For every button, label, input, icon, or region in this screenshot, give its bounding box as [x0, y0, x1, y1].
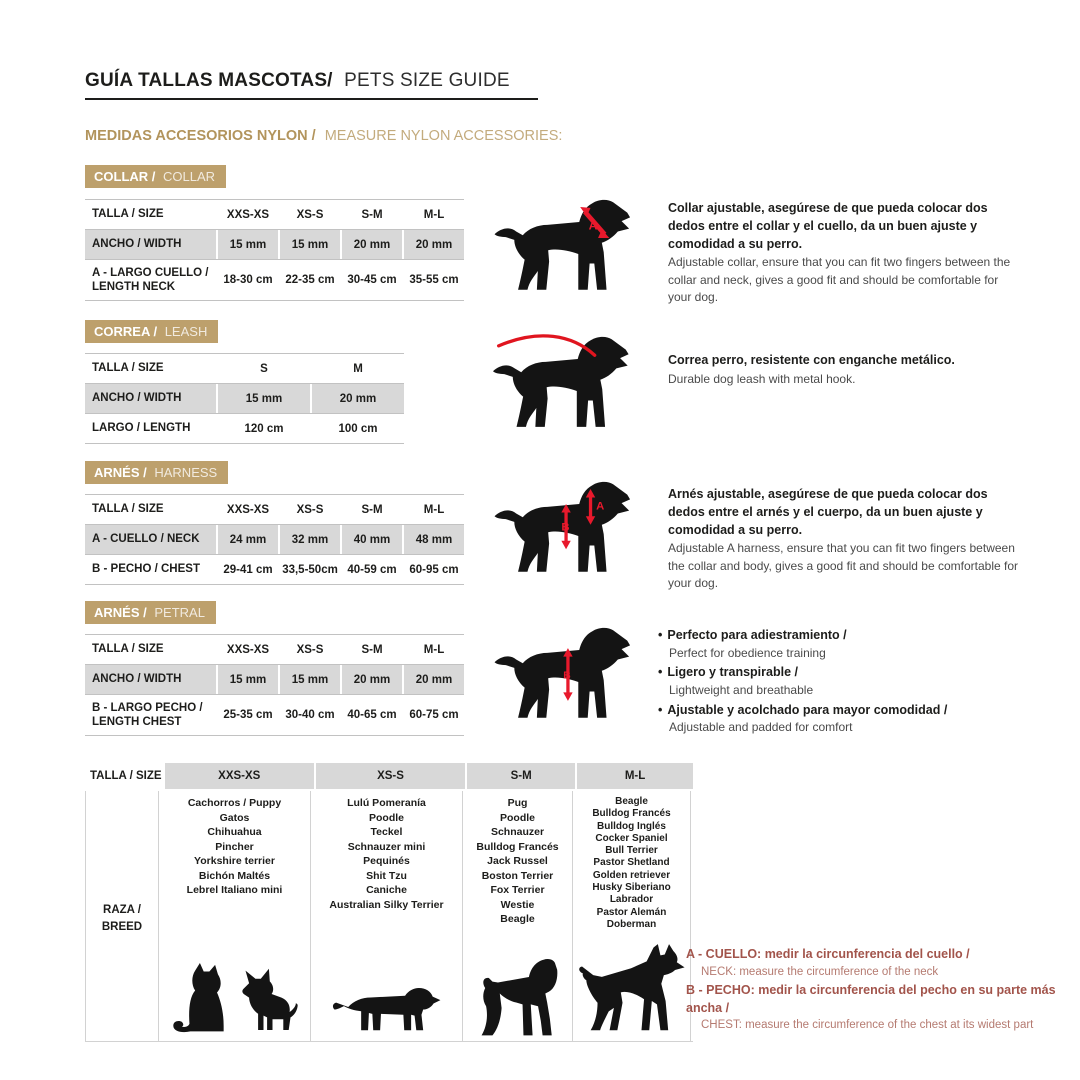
value-cell: 18-30 cm: [223, 274, 273, 286]
value-cell: 40 mm: [342, 525, 402, 554]
table-row: [85, 384, 404, 414]
breed-item: Bulldog Francés: [476, 840, 559, 853]
value-cell: 35-55 cm: [409, 274, 459, 286]
silhouettes-xxs-xs: [169, 963, 301, 1041]
silhouettes-s-m: [472, 957, 564, 1041]
table-row: [85, 695, 464, 736]
dachshund-icon: [331, 987, 443, 1039]
header-cell: XS-S: [296, 643, 324, 656]
header-cell: TALLA / SIZE: [92, 208, 164, 221]
collar-desc-es: Collar ajustable, asegúrese de que pueda colocar dos dedos entre el collar y el cuello, da un buen ajuste y comodidad a su perro.: [668, 201, 988, 251]
page-subtitle: [85, 128, 562, 144]
value-cell: 25-35 cm: [223, 709, 273, 721]
feature-item: [658, 702, 1028, 736]
row-label: B - PECHO / CHEST: [92, 563, 200, 576]
feature-es: • Ajustable y acolchado para mayor comodidad /: [658, 702, 948, 717]
page-title: [85, 70, 538, 100]
table-row: [85, 414, 404, 444]
breed-column-xxs-xs: [159, 791, 311, 1041]
value-cell: 15 mm: [280, 230, 340, 259]
breed-column-m-l: [573, 791, 691, 1041]
breed-item: Pastor Shetland: [593, 857, 670, 869]
value-cell: 60-95 cm: [409, 563, 459, 576]
breed-table-header: [85, 763, 693, 789]
note-b-es: B - PECHO: medir la circunferencia del pecho en su parte más ancha /: [686, 983, 1056, 1015]
header-cell: XS-S: [296, 208, 324, 221]
header-cell: M-L: [577, 763, 693, 789]
breed-item: Beagle: [615, 796, 648, 807]
value-cell: 29-41 cm: [223, 563, 273, 576]
value-cell: 20 mm: [404, 230, 464, 259]
value-cell: 100 cm: [338, 422, 378, 435]
harness-desc-es: Arnés ajustable, asegúrese de que pueda colocar dos dedos entre el arnés y el cuerpo, da un buen ajuste y comodidad a su perro.: [668, 487, 988, 537]
table-header-row: [85, 494, 464, 525]
harness-desc-en: Adjustable A harness, ensure that you can fit two fingers between the collar and body, gives a good fit and should be comfortable for your dog.: [668, 541, 1018, 591]
petral-features-list: [658, 627, 1028, 739]
row-label: A - CUELLO / NECK: [85, 525, 216, 554]
breed-item: Beagle: [500, 913, 535, 925]
breed-item: Yorkshire terrier: [194, 855, 275, 867]
value-cell: 30-45 cm: [347, 274, 397, 286]
badge-collar-es: COLLAR /: [94, 169, 156, 184]
dog-with-leash-icon: [483, 327, 648, 440]
breed-item: Schnauzer: [490, 826, 545, 838]
badge-collar-en: COLLAR: [163, 169, 216, 184]
chihuahua-icon: [235, 967, 301, 1039]
breed-item: Pastor Alemán: [596, 906, 667, 918]
table-header-row: [85, 353, 404, 384]
svg-text:B: B: [563, 670, 571, 682]
collar-description: [668, 200, 1020, 306]
header-cell: XS-S: [296, 503, 324, 516]
header-cell: S-M: [361, 643, 383, 656]
dog-with-petral-icon: [487, 618, 647, 731]
feature-en: Lightweight and breathable: [669, 682, 814, 697]
measuring-notes: [686, 946, 1078, 1036]
badge-petral-en: PETRAL: [154, 605, 205, 620]
row-label: ANCHO / WIDTH: [85, 230, 216, 259]
badge-leash-es: CORREA /: [94, 324, 158, 339]
breed-item: Bulldog Francés: [592, 808, 671, 820]
breed-item: Teckel: [370, 826, 403, 838]
table-header-row: [85, 199, 464, 230]
value-cell: 20 mm: [312, 384, 404, 413]
header-cell: S-M: [467, 763, 575, 789]
svg-text:A: A: [596, 500, 605, 513]
breed-item: Lebrel Italiano mini: [186, 884, 283, 896]
header-cell: M-L: [423, 503, 445, 516]
header-cell: XXS-XS: [165, 763, 314, 789]
leash-size-table: [85, 353, 404, 444]
header-cell: M-L: [423, 643, 445, 656]
value-cell: 40-59 cm: [347, 563, 397, 576]
header-cell: M: [353, 362, 363, 375]
table-row: [85, 525, 464, 555]
breed-item: Pincher: [215, 840, 254, 853]
breed-item: Fox Terrier: [490, 884, 545, 896]
breed-item: Husky Siberiano: [592, 882, 671, 894]
table-row: [85, 555, 464, 585]
leash-desc-es: Correa perro, resistente con enganche metálico.: [668, 353, 955, 367]
breed-row-label-cell: [85, 791, 159, 1041]
page-subtitle-es: MEDIDAS ACCESORIOS NYLON /: [85, 128, 316, 144]
value-cell: 32 mm: [280, 525, 340, 554]
header-cell: TALLA / SIZE: [92, 503, 164, 516]
value-cell: 20 mm: [404, 665, 464, 694]
doberman-icon: [576, 944, 688, 1039]
breed-item: Schnauzer mini: [347, 840, 426, 853]
harness-size-table: [85, 494, 464, 585]
leash-desc-en: Durable dog leash with metal hook.: [668, 371, 856, 386]
dog-with-collar-icon: [487, 190, 647, 303]
value-cell: 24 mm: [218, 525, 278, 554]
row-label: ANCHO / WIDTH: [85, 665, 216, 694]
breed-item: Jack Russel: [487, 855, 548, 867]
svg-text:B: B: [561, 521, 570, 534]
breed-item: Bulldog Inglés: [597, 820, 666, 832]
page-title-en: PETS SIZE GUIDE: [344, 70, 510, 91]
breed-table-body: [85, 791, 693, 1042]
row-label: B - LARGO PECHO / LENGTH CHEST: [92, 701, 203, 728]
schnauzer-icon: [472, 957, 564, 1039]
value-cell: 15 mm: [280, 665, 340, 694]
breed-item: Westie: [500, 898, 535, 911]
badge-harness-es: ARNÉS /: [94, 465, 147, 480]
breed-item: Poodle: [499, 811, 535, 824]
note-a-en: NECK: measure the circumference of the neck: [701, 965, 939, 978]
badge-petral-es: ARNÉS /: [94, 605, 147, 620]
breed-item: Labrador: [609, 894, 654, 906]
silhouettes-m-l: [576, 944, 688, 1041]
value-cell: 22-35 cm: [285, 274, 335, 286]
breed-column-s-m: [463, 791, 573, 1041]
raza-breed-label: RAZA / BREED: [101, 904, 143, 933]
breed-item: Bull Terrier: [605, 845, 658, 857]
dog-with-harness-icon: [487, 472, 647, 585]
value-cell: 48 mm: [404, 525, 464, 554]
header-cell: S-M: [361, 503, 383, 516]
value-cell: 15 mm: [218, 230, 278, 259]
breed-item: Cachorros / Puppy: [187, 797, 282, 809]
badge-leash-en: LEASH: [164, 324, 208, 339]
value-cell: 15 mm: [218, 665, 278, 694]
harness-description: [668, 486, 1020, 592]
breed-item: Australian Silky Terrier: [329, 898, 444, 911]
value-cell: 33,5-50cm: [282, 563, 338, 576]
feature-item: [658, 664, 1028, 698]
section-badge-collar: [85, 165, 226, 188]
collar-desc-en: Adjustable collar, ensure that you can fit two fingers between the collar and neck, gives a good fit and should be comfortable for your dog.: [668, 255, 1011, 305]
header-cell: S: [260, 362, 268, 375]
value-cell: 20 mm: [342, 230, 402, 259]
feature-en: Adjustable and padded for comfort: [669, 720, 853, 735]
page-subtitle-en: MEASURE NYLON ACCESSORIES:: [324, 128, 563, 144]
header-cell: XXS-XS: [226, 643, 270, 656]
breed-item: Pequinés: [363, 855, 410, 867]
bullet-dot-icon: •: [658, 665, 663, 680]
header-cell: XXS-XS: [226, 208, 270, 221]
feature-es: • Ligero y transpirable /: [658, 665, 798, 680]
value-cell: 40-65 cm: [347, 709, 397, 721]
table-row: [85, 230, 464, 260]
breed-item: Doberman: [606, 918, 657, 930]
header-cell: TALLA / SIZE: [90, 770, 162, 782]
value-cell: 60-75 cm: [409, 709, 459, 721]
breed-item: Pug: [507, 797, 528, 809]
bullet-dot-icon: •: [658, 628, 663, 642]
bullet-dot-icon: •: [658, 702, 663, 717]
value-cell: 120 cm: [244, 422, 284, 435]
feature-es: • Perfecto para adiestramiento /: [658, 628, 847, 642]
collar-size-table: [85, 199, 464, 301]
breed-item: Boston Terrier: [481, 869, 554, 882]
section-badge-leash: [85, 320, 218, 343]
value-cell: 15 mm: [218, 384, 310, 413]
breed-item: Lulú Pomeranía: [347, 797, 426, 809]
value-cell: 30-40 cm: [285, 709, 335, 721]
header-cell: XXS-XS: [226, 503, 270, 516]
page-title-es: GUÍA TALLAS MASCOTAS/: [85, 70, 333, 91]
row-label: LARGO / LENGTH: [92, 422, 191, 435]
note-a-es: A - CUELLO: medir la circunferencia del cuello /: [686, 947, 970, 961]
feature-en: Perfect for obedience training: [669, 645, 826, 660]
section-badge-petral: [85, 601, 216, 624]
table-row: [85, 260, 464, 301]
svg-text:A: A: [588, 218, 598, 233]
silhouettes-xs-s: [331, 987, 443, 1041]
breed-item: Gatos: [219, 811, 250, 824]
row-label: A - LARGO CUELLO / LENGTH NECK: [92, 266, 209, 293]
breed-item: Bichón Maltés: [198, 869, 271, 882]
header-cell: TALLA / SIZE: [92, 643, 164, 656]
header-cell: S-M: [361, 208, 383, 221]
table-row: [85, 665, 464, 695]
section-badge-harness: [85, 461, 228, 484]
breed-item: Chihuahua: [207, 826, 262, 838]
breed-item: Poodle: [368, 811, 404, 824]
breed-item: Golden retriever: [592, 869, 671, 881]
note-b-en: CHEST: measure the circumference of the chest at its widest part: [701, 1019, 1034, 1032]
leash-description: [668, 352, 1020, 388]
breed-item: Caniche: [366, 884, 407, 896]
breed-item: Cocker Spaniel: [595, 832, 668, 844]
cat-icon: [169, 963, 227, 1039]
header-cell: M-L: [423, 208, 445, 221]
feature-item: [658, 627, 1028, 661]
breed-column-xs-s: [311, 791, 463, 1041]
table-header-row: [85, 634, 464, 665]
badge-harness-en: HARNESS: [154, 465, 218, 480]
value-cell: 20 mm: [342, 665, 402, 694]
breed-item: Shit Tzu: [366, 869, 407, 882]
header-cell: XS-S: [316, 763, 465, 789]
header-cell: TALLA / SIZE: [92, 362, 164, 375]
petral-size-table: [85, 634, 464, 736]
row-label: ANCHO / WIDTH: [85, 384, 216, 413]
breed-size-table: [85, 763, 693, 1042]
